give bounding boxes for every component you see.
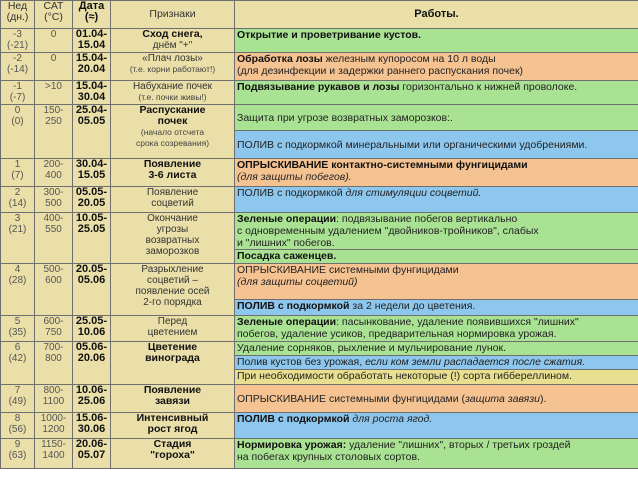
- week-cell: 4 (28): [1, 264, 35, 316]
- date-cell: 25.04- 05.05: [73, 105, 111, 159]
- sat-cell: 0: [35, 53, 73, 81]
- week-cell: -1 (-7): [1, 81, 35, 105]
- sign-cell: Появление завязи: [111, 385, 235, 413]
- sat-cell: 0: [35, 29, 73, 53]
- sign-cell: Появление 3-6 листа: [111, 159, 235, 187]
- table-row: [1, 316, 638, 342]
- week-cell: -2 (-14): [1, 53, 35, 81]
- sat-cell: 500- 600: [35, 264, 73, 316]
- table-row: [1, 159, 638, 187]
- sign-cell: «Плач лозы» (т.е. корни работают!): [111, 53, 235, 81]
- work-cell: Зеленые операции: пасынкование, удаление появившихся "лишних" побегов, удаление усиков, предварительная нормировка урожая.: [235, 316, 638, 342]
- sat-cell: >10: [35, 81, 73, 105]
- sat-cell: 800- 1100: [35, 385, 73, 413]
- sat-cell: 400- 550: [35, 213, 73, 264]
- col-header-sat: САТ (°С): [35, 1, 73, 29]
- table-row: [1, 213, 638, 250]
- week-cell: 1 (7): [1, 159, 35, 187]
- table-row: [1, 385, 638, 413]
- date-cell: 20.05- 05.06: [73, 264, 111, 316]
- week-cell: 7 (49): [1, 385, 35, 413]
- date-cell: 05.06- 20.06: [73, 342, 111, 385]
- date-cell: 15.04- 30.04: [73, 81, 111, 105]
- date-cell: 05.05- 20.05: [73, 187, 111, 213]
- work-cell: ПОЛИВ с подкормкой для роста ягод.: [235, 413, 638, 439]
- table-row: [1, 105, 638, 131]
- table-row: [1, 264, 638, 300]
- date-cell: 01.04- 15.04: [73, 29, 111, 53]
- table-row: [1, 413, 638, 439]
- sat-cell: 1150- 1400: [35, 439, 73, 469]
- sign-cell: Набухание почек (т.е. почки живы!): [111, 81, 235, 105]
- sat-cell: 300- 500: [35, 187, 73, 213]
- week-cell: 0 (0): [1, 105, 35, 159]
- sign-cell: Разрыхление соцветий – появление осей 2-го порядка: [111, 264, 235, 316]
- col-header-signs: Признаки: [111, 1, 235, 29]
- date-cell: 15.04- 20.04: [73, 53, 111, 81]
- work-cell: ОПРЫСКИВАНИЕ системными фунгицидами (защита завязи).: [235, 385, 638, 413]
- week-cell: 6 (42): [1, 342, 35, 385]
- sat-cell: 150- 250: [35, 105, 73, 159]
- sign-cell: Сход снега, днём "+": [111, 29, 235, 53]
- sign-cell: Стадия "гороха": [111, 439, 235, 469]
- date-cell: 25.05- 10.06: [73, 316, 111, 342]
- col-header-week: Нед (дн.): [1, 1, 35, 29]
- week-cell: -3 (-21): [1, 29, 35, 53]
- work-cell: Открытие и проветривание кустов.: [235, 29, 638, 53]
- work-cell: ПОЛИВ с подкормкой минеральными или органическими удобрениями.: [235, 131, 638, 159]
- date-cell: 20.06- 05.07: [73, 439, 111, 469]
- header-row: [1, 1, 638, 29]
- work-cell: Удаление сорняков, рыхление и мульчирование лунок.: [235, 342, 638, 356]
- work-cell: При необходимости обработать некоторые (!) сорта гиббереллином.: [235, 370, 638, 385]
- table-row: [1, 29, 638, 53]
- sign-cell: Появление соцветий: [111, 187, 235, 213]
- week-cell: 8 (56): [1, 413, 35, 439]
- sign-cell: Интенсивный рост ягод: [111, 413, 235, 439]
- date-cell: 30.04- 15.05: [73, 159, 111, 187]
- table-row: [1, 187, 638, 213]
- work-cell: ОПРЫСКИВАНИЕ контактно-системными фунгицидами (для защиты побегов).: [235, 159, 638, 187]
- sat-cell: 200- 400: [35, 159, 73, 187]
- work-cell: Защита при угрозе возвратных заморозков:.: [235, 105, 638, 131]
- table-row: [1, 81, 638, 105]
- work-cell: ОПРЫСКИВАНИЕ системными фунгицидами (для защиты соцветий): [235, 264, 638, 300]
- week-cell: 9 (63): [1, 439, 35, 469]
- work-cell: Полив кустов без урожая, если ком земли распадается после сжатия.: [235, 356, 638, 370]
- sign-cell: Перед цветением: [111, 316, 235, 342]
- week-cell: 3 (21): [1, 213, 35, 264]
- col-header-date: Дата (≈): [73, 1, 111, 29]
- date-cell: 10.06- 25.06: [73, 385, 111, 413]
- week-cell: 5 (35): [1, 316, 35, 342]
- sat-cell: 600- 750: [35, 316, 73, 342]
- work-cell: ПОЛИВ с подкормкой для стимуляции соцветий.: [235, 187, 638, 213]
- work-cell: Обработка лозы железным купоросом на 10 л воды (для дезинфекции и задержки раннего распускания почек): [235, 53, 638, 81]
- week-cell: 2 (14): [1, 187, 35, 213]
- sign-cell: Распускание почек (начало отсчета срока созревания): [111, 105, 235, 159]
- sign-cell: Цветение винограда: [111, 342, 235, 385]
- date-cell: 15.06- 30.06: [73, 413, 111, 439]
- work-cell: Нормировка урожая: удаление "лишних", вторых / третьих гроздей на побегах крупных столовых сортов.: [235, 439, 638, 469]
- work-cell: ПОЛИВ с подкормкой за 2 недели до цветения.: [235, 300, 638, 316]
- col-header-works: Работы.: [235, 1, 638, 29]
- date-cell: 10.05- 25.05: [73, 213, 111, 264]
- work-cell: Посадка саженцев.: [235, 250, 638, 264]
- table-row: [1, 342, 638, 356]
- work-cell: Подвязывание рукавов и лозы горизонтально к нижней проволоке.: [235, 81, 638, 105]
- table-row: [1, 439, 638, 469]
- work-cell: Зеленые операции: подвязывание побегов вертикально с одновременным удалением "двойников-тройников", слабых и "лишних" побегов.: [235, 213, 638, 250]
- sign-cell: Окончание угрозы возвратных заморозков: [111, 213, 235, 264]
- sat-cell: 1000- 1200: [35, 413, 73, 439]
- table-row: [1, 53, 638, 81]
- sat-cell: 700- 800: [35, 342, 73, 385]
